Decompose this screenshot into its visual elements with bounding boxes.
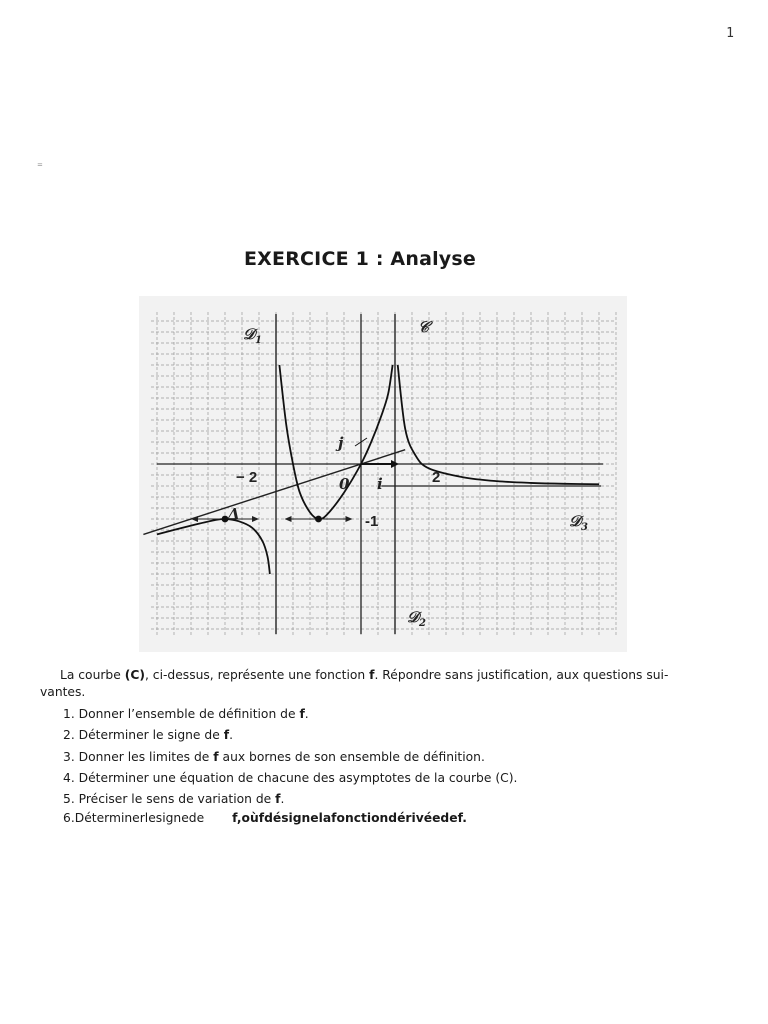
intro-paragraph: La courbe (C), ci-dessus, représente une fonction f. Répondre sans justification, aux questions sui-vantes. — [40, 668, 669, 699]
function-graph — [139, 296, 627, 652]
function-graph-figure — [139, 296, 627, 652]
tangent-arrow-head-left — [191, 516, 198, 522]
label-vector-i: i — [377, 475, 383, 493]
page-number: 1 — [726, 26, 734, 41]
question-item: 4. Déterminer une équation de chacune des asymptotes de la courbe (C). — [63, 770, 518, 785]
question-item: 3. Donner les limites de f aux bornes de son ensemble de définition. — [63, 749, 485, 764]
tangent-arrow-head-left — [285, 516, 292, 522]
exercise-title: EXERCICE 1 : Analyse — [244, 248, 476, 270]
corner-mark: = — [37, 161, 43, 169]
label-origin: 0 — [339, 475, 350, 493]
axes — [157, 314, 603, 634]
label-vector-j: j — [338, 434, 344, 452]
tick-label-neg2: − 2 — [236, 469, 258, 486]
tangent-arrow-head-right — [346, 516, 353, 522]
label-d2: 𝒟$_2$ — [407, 608, 426, 629]
question-6: 6.Déterminerlesignede f,oùfdésignelafonctiondérivéedef. — [63, 811, 467, 825]
question-list — [63, 706, 517, 812]
tick-label-neg1: -1 — [365, 513, 379, 530]
tangent-arrow-head-right — [252, 516, 259, 522]
tick-label-2: 2 — [432, 469, 441, 486]
question-item: 5. Préciser le sens de variation de f. — [63, 792, 285, 807]
asymptotes — [143, 314, 601, 634]
extremum-point-2 — [315, 516, 322, 523]
curve-branch-3 — [398, 365, 599, 484]
question-item: 2. Déterminer le signe de f. — [63, 728, 233, 743]
label-d1: 𝒟$_1$ — [243, 325, 262, 346]
grid — [151, 312, 616, 636]
label-tangent-delta: Δ — [228, 505, 240, 523]
question-item: 1. Donner l’ensemble de définition de f. — [63, 707, 309, 721]
label-d3: 𝒟$_3$ — [569, 512, 588, 533]
label-curve-c: 𝒞 — [418, 318, 429, 336]
